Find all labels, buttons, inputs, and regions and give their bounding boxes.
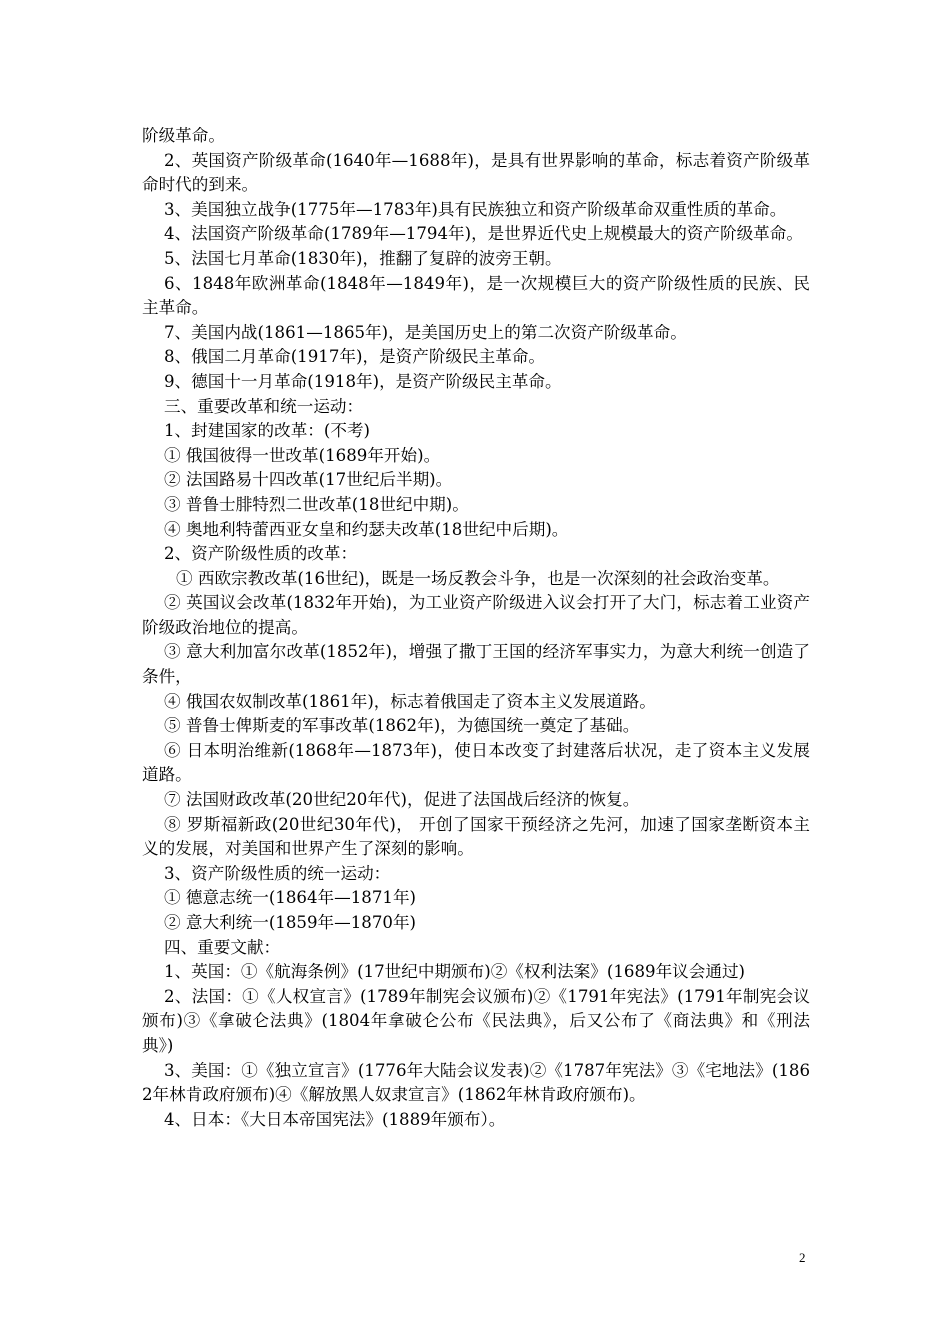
list-item: 3、美国：①《独立宣言》(1776年大陆会议发表)②《1787年宪法》③《宅地法》(1862年林肯政府颁布)④《解放黑人奴隶宣言》(1862年林肯政府颁布)。	[142, 1060, 810, 1105]
list-item: ① 德意志统一(1864年—1871年)	[164, 888, 417, 908]
section-heading: 三、重要改革和统一运动：	[164, 396, 364, 416]
paragraph: 3、美国独立战争(1775年—1783年)具有民族独立和资产阶级革命双重性质的革命。	[164, 199, 787, 219]
list-item: ② 英国议会改革(1832年开始)，为工业资产阶级进入议会打开了大门，标志着工业资产阶级政治地位的提高。	[142, 593, 810, 637]
list-item: ① 俄国彼得一世改革(1689年开始)。	[164, 445, 441, 465]
paragraph: 5、法国七月革命(1830年)，推翻了复辟的波旁王朝。	[164, 248, 562, 268]
list-item: ⑤ 普鲁士俾斯麦的军事改革(1862年)，为德国统一奠定了基础。	[164, 716, 640, 736]
list-item: ④ 奥地利特蕾西亚女皇和约瑟夫改革(18世纪中后期)。	[164, 519, 569, 539]
section-heading: 四、重要文献：	[164, 937, 281, 957]
subsection-heading: 3、资产阶级性质的统一运动：	[164, 863, 391, 883]
list-item: 4、日本：《大日本帝国宪法》(1889年颁布）。	[164, 1109, 506, 1129]
document-body	[142, 124, 810, 1132]
paragraph: 8、俄国二月革命(1917年)，是资产阶级民主革命。	[164, 347, 546, 367]
list-item: ④ 俄国农奴制改革(1861年)，标志着俄国走了资本主义发展道路。	[164, 691, 656, 711]
list-item: ⑦ 法国财政改革(20世纪20年代)，促进了法国战后经济的恢复。	[164, 790, 640, 810]
paragraph: 阶级革命。	[142, 126, 225, 145]
paragraph: 4、法国资产阶级革命(1789年—1794年)，是世界近代史上规模最大的资产阶级革命。	[164, 224, 803, 244]
paragraph: 2、英国资产阶级革命(1640年—1688年)，是具有世界影响的革命，标志着资产阶级革命时代的到来。	[142, 150, 810, 195]
list-item: ⑧ 罗斯福新政(20世纪30年代)， 开创了国家干预经济之先河，加速了国家垄断资本主义的发展，对美国和世界产生了深刻的影响。	[142, 814, 810, 859]
list-item: ② 意大利统一(1859年—1870年)	[164, 913, 417, 932]
paragraph: 6、1848年欧洲革命(1848年—1849年)，是一次规模巨大的资产阶级性质的民族、民主革命。	[142, 273, 810, 318]
subsection-heading: 2、资产阶级性质的改革：	[164, 544, 358, 564]
paragraph: 7、美国内战(1861—1865年)，是美国历史上的第二次资产阶级革命。	[164, 322, 687, 342]
subsection-heading: 1、封建国家的改革：(不考)	[164, 421, 371, 441]
list-item: ① 西欧宗教改革(16世纪)，既是一场反教会斗争，也是一次深刻的社会政治变革。	[176, 568, 780, 588]
list-item: ② 法国路易十四改革(17世纪后半期)。	[164, 470, 453, 490]
list-item: ③ 普鲁士腓特烈二世改革(18世纪中期)。	[164, 494, 469, 514]
list-item: ③ 意大利加富尔改革(1852年)，增强了撒丁王国的经济军事实力，为意大利统一创造了条件，	[142, 642, 810, 687]
list-item: ⑥ 日本明治维新(1868年—1873年)，使日本改变了封建落后状况，走了资本主义发展道路。	[142, 740, 810, 785]
list-item: 2、法国：①《人权宣言》(1789年制宪会议颁布)②《1791年宪法》(1791年制宪会议颁布)③《拿破仑法典》(1804年拿破仑公布《民法典》，后又公布了《商法典》和《刑法典》)	[142, 986, 810, 1055]
list-item: 1、英国：①《航海条例》(17世纪中期颁布)②《权利法案》(1689年议会通过)	[164, 962, 746, 982]
paragraph: 9、德国十一月革命(1918年)，是资产阶级民主革命。	[164, 371, 562, 391]
page-number: 2	[799, 1250, 806, 1265]
